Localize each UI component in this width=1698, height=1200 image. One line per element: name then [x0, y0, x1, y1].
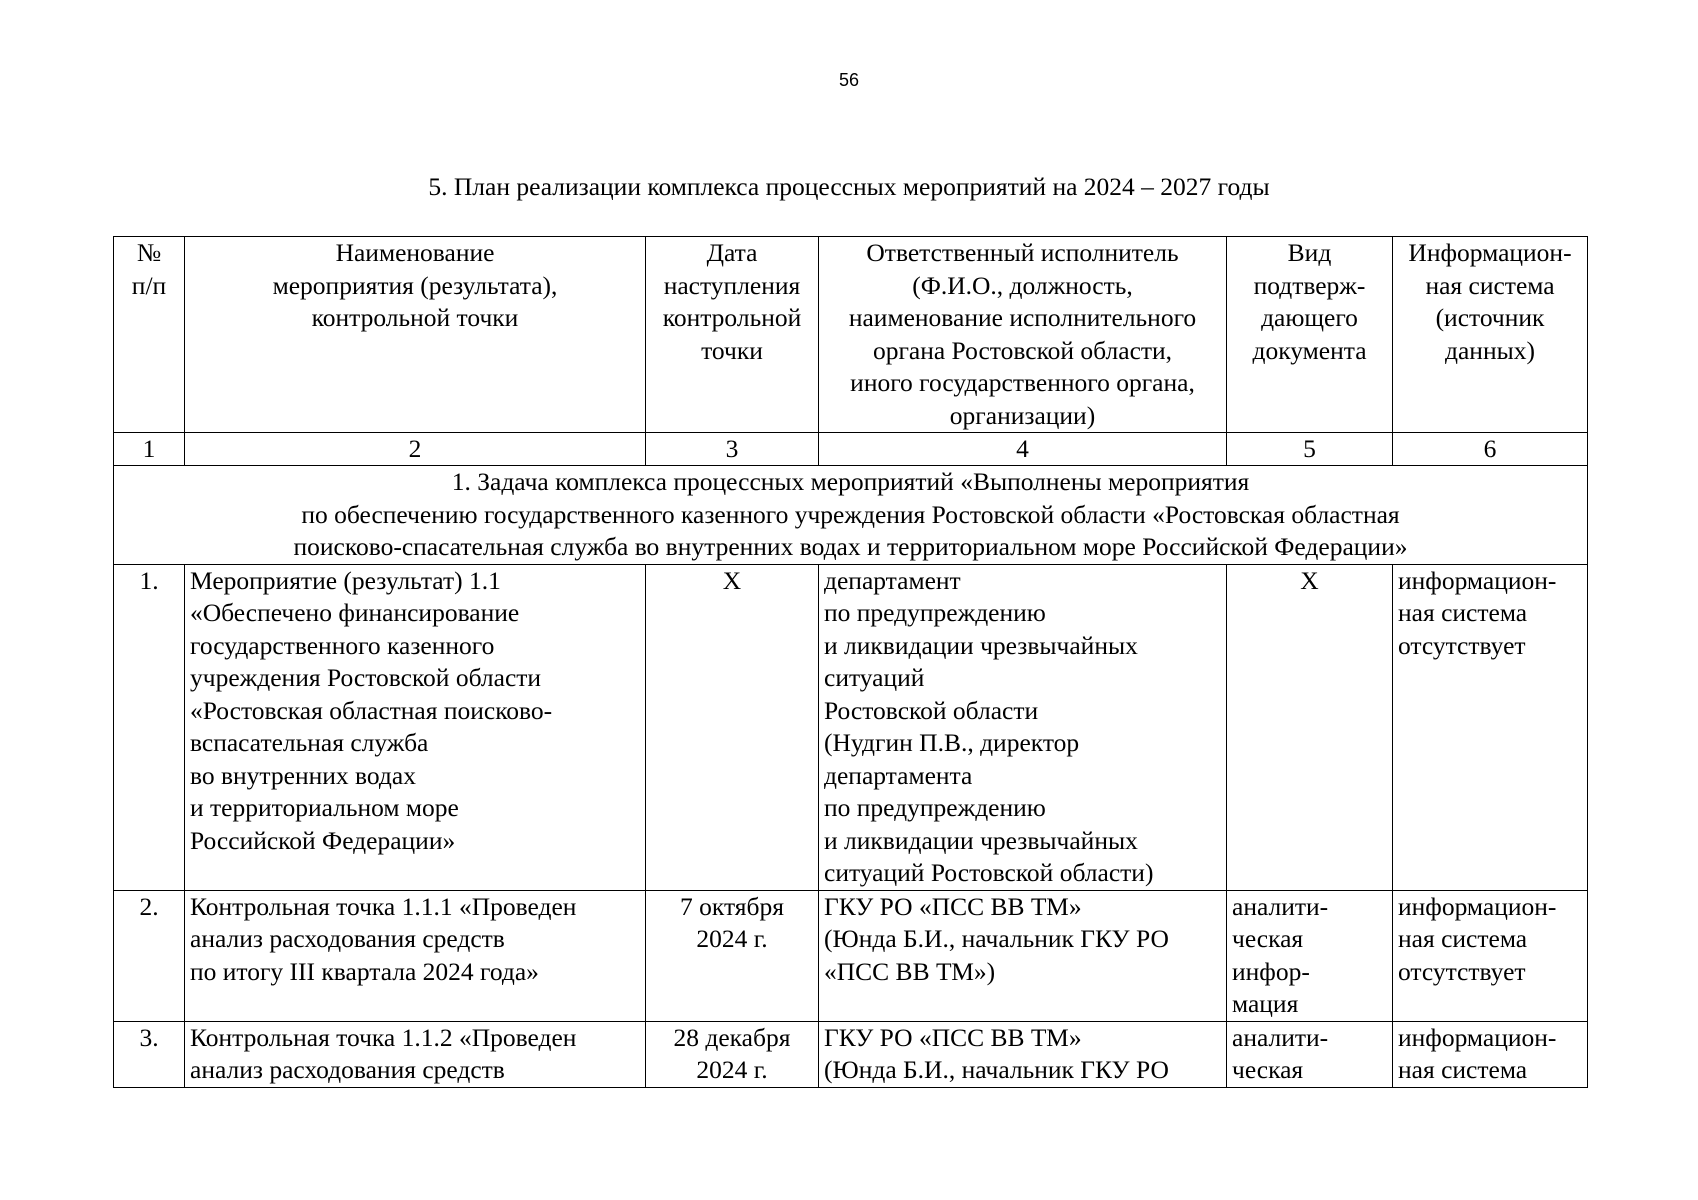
page-title: 5. План реализации комплекса процессных мероприятий на 2024 – 2027 годы — [428, 172, 1270, 201]
table-header-row — [114, 237, 1588, 433]
task-row — [114, 466, 1588, 565]
header-document: Вид подтверж- дающего документа — [1227, 237, 1393, 433]
column-number: 5 — [1227, 433, 1393, 466]
plan-table — [113, 236, 1588, 1088]
row-system: информацион- ная система отсутствует — [1393, 890, 1588, 1021]
row-system: информацион- ная система — [1393, 1021, 1588, 1087]
row-executor: ГКУ РО «ПСС ВВ ТМ» (Юнда Б.И., начальник ГКУ РО «ПСС ВВ ТМ») — [819, 890, 1227, 1021]
row-date: Х — [646, 564, 819, 890]
row-name: Мероприятие (результат) 1.1 «Обеспечено финансирование государственного казенного учреждения Ростовской области «Ростовская областная поисково- вспасательная служба во внутренних водах и территориальном море Российской Федерации» — [185, 564, 646, 890]
row-date: 28 декабря 2024 г. — [646, 1021, 819, 1087]
row-document: аналити- ческая инфор- мация — [1227, 890, 1393, 1021]
column-number: 4 — [819, 433, 1227, 466]
header-number: № п/п — [114, 237, 185, 433]
column-number: 1 — [114, 433, 185, 466]
row-document: аналити- ческая — [1227, 1021, 1393, 1087]
column-number: 2 — [185, 433, 646, 466]
header-date: Дата наступления контрольной точки — [646, 237, 819, 433]
column-number: 6 — [1393, 433, 1588, 466]
row-system: информацион- ная система отсутствует — [1393, 564, 1588, 890]
column-number: 3 — [646, 433, 819, 466]
header-executor: Ответственный исполнитель (Ф.И.О., должность, наименование исполнительного органа Ростовской области, иного государственного органа, организации) — [819, 237, 1227, 433]
row-date: 7 октября 2024 г. — [646, 890, 819, 1021]
row-number: 3. — [114, 1021, 185, 1087]
row-number: 1. — [114, 564, 185, 890]
page-number: 56 — [838, 70, 860, 90]
row-executor: департамент по предупреждению и ликвидации чрезвычайных ситуаций Ростовской области (Нудгин П.В., директор департамента по предупреждению и ликвидации чрезвычайных ситуаций Ростовской области) — [819, 564, 1227, 890]
row-name: Контрольная точка 1.1.2 «Проведен анализ расходования средств — [185, 1021, 646, 1087]
row-number: 2. — [114, 890, 185, 1021]
table-row — [114, 564, 1588, 890]
row-name: Контрольная точка 1.1.1 «Проведен анализ расходования средств по итогу III квартала 2024 года» — [185, 890, 646, 1021]
task-title: 1. Задача комплекса процессных мероприятий «Выполнены мероприятия по обеспечению государственного казенного учреждения Ростовской области «Ростовская областная поисково-спасательная служба во внутренних водах и территориальном море Российской Федерации» — [114, 466, 1588, 565]
header-name: Наименование мероприятия (результата), контрольной точки — [185, 237, 646, 433]
header-system: Информацион- ная система (источник данных) — [1393, 237, 1588, 433]
row-document: Х — [1227, 564, 1393, 890]
table-row — [114, 890, 1588, 1021]
column-number-row — [114, 433, 1588, 466]
table-row — [114, 1021, 1588, 1087]
row-executor: ГКУ РО «ПСС ВВ ТМ» (Юнда Б.И., начальник ГКУ РО — [819, 1021, 1227, 1087]
